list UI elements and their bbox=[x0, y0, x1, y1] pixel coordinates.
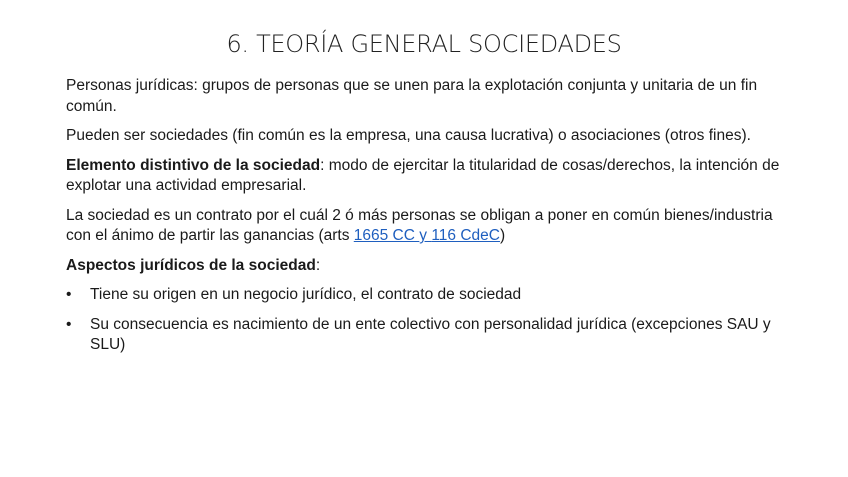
elemento-text: : modo de ejercitar la titularidad de cosas/derechos, la intención de explotar una actividad empresarial. bbox=[66, 156, 780, 194]
bullet-icon: • bbox=[66, 286, 72, 303]
bold-term-elemento: Elemento distintivo de la sociedad bbox=[66, 156, 321, 174]
contrato-text: La sociedad es un contrato por el cuál 2 ó más personas se obligan a poner en común bienes/industria con el ánimo de partir las ganancias (arts bbox=[66, 206, 773, 244]
bullet-item bbox=[66, 315, 788, 356]
paragraph-contrato bbox=[66, 206, 788, 247]
paragraph-aspectos bbox=[66, 256, 788, 277]
bullet-text: Su consecuencia es nacimiento de un ente colectivo con personalidad jurídica (excepciones SAU y SLU) bbox=[90, 315, 771, 353]
bullet-text: Tiene su origen en un negocio jurídico, el contrato de sociedad bbox=[90, 286, 522, 303]
link-116-cdec[interactable]: 116 CdeC bbox=[431, 227, 500, 244]
paragraph-tipos: Pueden ser sociedades (fin común es la empresa, una causa lucrativa) o asociaciones (otros fines). bbox=[66, 127, 751, 144]
aspectos-colon: : bbox=[315, 256, 321, 274]
contrato-end: ) bbox=[499, 227, 506, 244]
bullet-icon: • bbox=[66, 315, 72, 333]
bullet-list bbox=[66, 285, 788, 356]
slide-body bbox=[66, 76, 788, 365]
bold-term-aspectos: Aspectos jurídicos de la sociedad bbox=[66, 256, 316, 274]
paragraph-elemento-distintivo bbox=[66, 156, 788, 197]
link-1665-cc[interactable]: 1665 CC bbox=[353, 227, 420, 244]
link-y[interactable]: y bbox=[419, 227, 432, 244]
slide-title: 6. TEORÍA GENERAL SOCIEDADES bbox=[226, 30, 622, 58]
bullet-item bbox=[66, 285, 788, 306]
paragraph-personas-juridicas: Personas jurídicas: grupos de personas que se unen para la explotación conjunta y unitaria de un fin común. bbox=[66, 77, 758, 115]
